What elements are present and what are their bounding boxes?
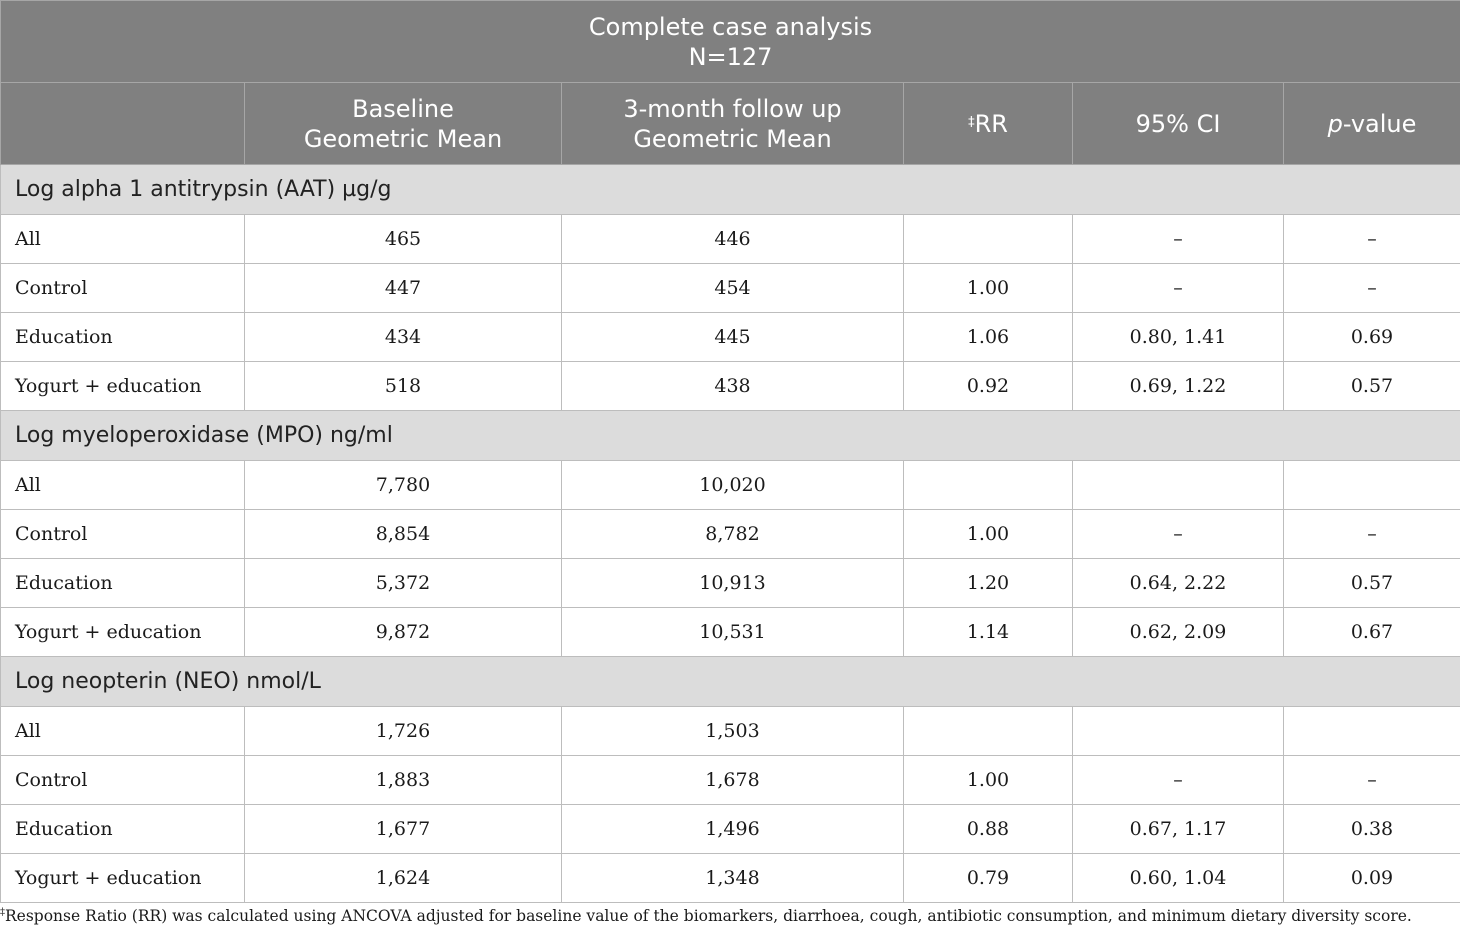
group-cell: All (1, 707, 245, 756)
ci-cell: – (1073, 756, 1284, 805)
column-header-group (1, 83, 245, 165)
baseline-cell: 1,677 (245, 805, 562, 854)
column-header-p-rest: -value (1342, 109, 1417, 138)
rr-cell: 1.00 (904, 756, 1073, 805)
baseline-cell: 447 (245, 264, 562, 313)
pvalue-cell: – (1284, 215, 1460, 264)
pvalue-cell: – (1284, 264, 1460, 313)
followup-cell: 438 (562, 362, 904, 411)
ci-cell: – (1073, 215, 1284, 264)
pvalue-cell: 0.69 (1284, 313, 1460, 362)
column-header-baseline-line1: Baseline (352, 94, 454, 123)
pvalue-cell: – (1284, 756, 1460, 805)
table-title (1, 1, 1460, 83)
section-title: Log neopterin (NEO) nmol/L (1, 657, 1460, 707)
pvalue-cell: 0.09 (1284, 854, 1460, 903)
section-title: Log myeloperoxidase (MPO) ng/ml (1, 411, 1460, 461)
group-cell: Control (1, 756, 245, 805)
pvalue-cell: 0.57 (1284, 559, 1460, 608)
rr-footnote-marker: ‡ (968, 115, 975, 130)
followup-cell: 1,503 (562, 707, 904, 756)
group-cell: Yogurt + education (1, 362, 245, 411)
table-row (1, 215, 1460, 264)
baseline-cell: 1,624 (245, 854, 562, 903)
section-row (1, 165, 1460, 215)
ci-cell: 0.69, 1.22 (1073, 362, 1284, 411)
rr-cell: 0.88 (904, 805, 1073, 854)
followup-cell: 1,678 (562, 756, 904, 805)
section-row (1, 411, 1460, 461)
column-header-pvalue (1284, 83, 1460, 165)
followup-cell: 454 (562, 264, 904, 313)
group-cell: Yogurt + education (1, 854, 245, 903)
ci-cell: 0.80, 1.41 (1073, 313, 1284, 362)
baseline-cell: 5,372 (245, 559, 562, 608)
group-cell: Education (1, 805, 245, 854)
rr-cell: 0.79 (904, 854, 1073, 903)
baseline-cell: 9,872 (245, 608, 562, 657)
pvalue-cell: 0.38 (1284, 805, 1460, 854)
table-row (1, 707, 1460, 756)
pvalue-cell: 0.57 (1284, 362, 1460, 411)
column-header-p-italic: p (1327, 109, 1343, 138)
baseline-cell: 8,854 (245, 510, 562, 559)
column-header-rr (904, 83, 1073, 165)
ci-cell: 0.62, 2.09 (1073, 608, 1284, 657)
rr-cell (904, 461, 1073, 510)
ci-cell: – (1073, 264, 1284, 313)
rr-cell (904, 707, 1073, 756)
rr-cell: 1.20 (904, 559, 1073, 608)
rr-cell: 1.00 (904, 264, 1073, 313)
column-header-ci-label: 95% CI (1135, 109, 1221, 138)
table-row (1, 608, 1460, 657)
rr-cell: 1.00 (904, 510, 1073, 559)
column-header-rr-label: RR (974, 110, 1008, 138)
followup-cell: 8,782 (562, 510, 904, 559)
table-body (1, 165, 1460, 903)
ci-cell: – (1073, 510, 1284, 559)
table-row (1, 510, 1460, 559)
followup-cell: 446 (562, 215, 904, 264)
column-header-followup (562, 83, 904, 165)
column-header-ci (1073, 83, 1284, 165)
pvalue-cell (1284, 461, 1460, 510)
followup-cell: 1,348 (562, 854, 904, 903)
ci-cell: 0.60, 1.04 (1073, 854, 1284, 903)
followup-cell: 445 (562, 313, 904, 362)
section-row (1, 657, 1460, 707)
ci-cell: 0.64, 2.22 (1073, 559, 1284, 608)
table-row (1, 313, 1460, 362)
table-title-line2: N=127 (688, 42, 773, 71)
group-cell: Education (1, 559, 245, 608)
rr-cell: 0.92 (904, 362, 1073, 411)
baseline-cell: 434 (245, 313, 562, 362)
column-header-followup-line1: 3-month follow up (623, 94, 842, 123)
footnote (0, 907, 1412, 925)
table-row (1, 461, 1460, 510)
rr-cell: 1.06 (904, 313, 1073, 362)
ci-cell (1073, 707, 1284, 756)
column-header-baseline (245, 83, 562, 165)
section-title: Log alpha 1 antitrypsin (AAT) µg/g (1, 165, 1460, 215)
column-header-followup-line2: Geometric Mean (633, 124, 832, 153)
baseline-cell: 7,780 (245, 461, 562, 510)
table-row (1, 264, 1460, 313)
table-row (1, 854, 1460, 903)
group-cell: Education (1, 313, 245, 362)
footnote-marker: ‡ (0, 907, 5, 918)
table-title-line1: Complete case analysis (588, 12, 873, 41)
followup-cell: 10,531 (562, 608, 904, 657)
ci-cell: 0.67, 1.17 (1073, 805, 1284, 854)
followup-cell: 1,496 (562, 805, 904, 854)
table-row (1, 362, 1460, 411)
group-cell: Yogurt + education (1, 608, 245, 657)
group-cell: Control (1, 510, 245, 559)
table-row (1, 559, 1460, 608)
rr-cell: 1.14 (904, 608, 1073, 657)
rr-cell (904, 215, 1073, 264)
group-cell: All (1, 215, 245, 264)
table-row (1, 805, 1460, 854)
group-cell: All (1, 461, 245, 510)
pvalue-cell (1284, 707, 1460, 756)
baseline-cell: 465 (245, 215, 562, 264)
column-header-baseline-line2: Geometric Mean (303, 124, 503, 153)
baseline-cell: 1,883 (245, 756, 562, 805)
followup-cell: 10,020 (562, 461, 904, 510)
baseline-cell: 1,726 (245, 707, 562, 756)
baseline-cell: 518 (245, 362, 562, 411)
pvalue-cell: 0.67 (1284, 608, 1460, 657)
table-row (1, 756, 1460, 805)
footnote-text: Response Ratio (RR) was calculated using ANCOVA adjusted for baseline value of the biomarkers, diarrhoea, cough, antibiotic consumption, and minimum dietary diversity score. (5, 907, 1412, 926)
group-cell: Control (1, 264, 245, 313)
followup-cell: 10,913 (562, 559, 904, 608)
pvalue-cell: – (1284, 510, 1460, 559)
ci-cell (1073, 461, 1284, 510)
